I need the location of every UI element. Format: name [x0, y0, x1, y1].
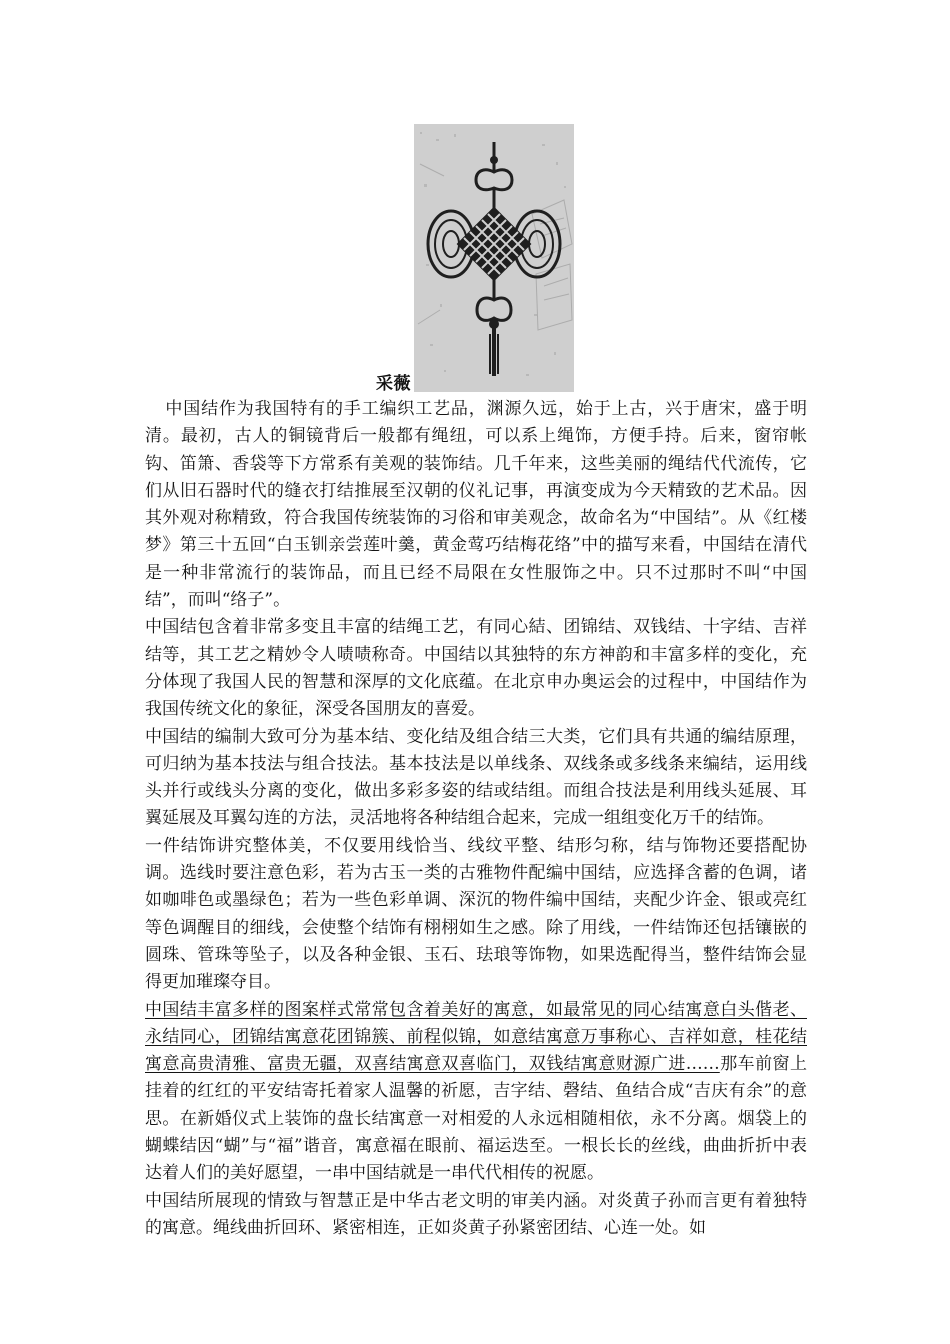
paragraph: [145, 997, 807, 1188]
underlined-text: 中国结丰富多样的图案样式常常包含着美好的寓意，如最常见的同心结寓意白头偕老、永结同心，团锦结寓意花团锦簇、前程似锦，如意结寓意万事称心、吉祥如意，桂花结寓意高贵清雅、富贵无疆，双喜结寓意双喜临门，双钱结寓意财源广进……: [145, 999, 807, 1075]
chinese-knot-illustration: [414, 124, 574, 392]
chinese-knot-image: [414, 124, 574, 392]
author-name: 采薇: [376, 374, 411, 394]
paragraph: 中国结作为我国特有的手工编织工艺品，渊源久远，始于上古，兴于唐宋，盛于明清。最初，古人的铜镜背后一般都有绳纽，可以系上绳饰，方便手持。后来，窗帘帐钩、笛箫、香袋等下方常系有美观的装饰结。几千年来，这些美丽的绳结代代流传，它们从旧石器时代的缝衣打结推展至汉朝的仪礼记事，再演变成为今天精致的艺术品。因其外观对称精致，符合我国传统装饰的习俗和审美观念，故命名为“中国结”。从《红楼梦》第三十五回“白玉钏亲尝莲叶羹，黄金莺巧结梅花络”中的描写来看，中国结在清代是一种非常流行的装饰品，而且已经不局限在女性服饰之中。只不过那时不叫“中国结”，而叫“络子”。: [145, 399, 807, 611]
paragraph: 中国结的编制大致可分为基本结、变化结及组合结三大类，它们具有共通的编结原理，可归纳为基本技法与组合技法。基本技法是以单线条、双线条或多线条来编结，运用线头并行或线头分离的变化，做出多彩多姿的结或结组。而组合技法是利用线头延展、耳翼延展及耳翼勾连的方法，灵活地将各种结组合起来，完成一组组变化万千的结饰。: [145, 726, 807, 829]
paragraph: 一件结饰讲究整体美，不仅要用线恰当、线纹平整、结形匀称，结与饰物还要搭配协调。选线时要注意色彩，若为古玉一类的古雅物件配编中国结，应选择含蓄的色调，诸如咖啡色或墨绿色；若为一些色彩单调、深沉的物件编中国结，夹配少许金、银或亮红等色调醒目的细线，会使整个结饰有栩栩如生之感。除了用线，一件结饰还包括镶嵌的圆珠、管珠等坠子，以及各种金银、玉石、珐琅等饰物，如果选配得当，整件结饰会显得更加璀璨夺目。: [145, 835, 807, 993]
paragraph-text: 那车前窗上挂着的红红的平安结寄托着家人温馨的祈愿，吉字结、磬结、鱼结合成“吉庆有余”的意思。在新婚仪式上装饰的盘长结寓意一对相爱的人永远相随相依，永不分离。烟袋上的蝴蝶结因“蝴”与“福”谐音，寓意福在眼前、福运迭至。一根长长的丝线，曲曲折折中表达着人们的美好愿望，一串中国结就是一串代代相传的祝愿。: [145, 1054, 808, 1184]
article-body: [145, 396, 807, 1242]
paragraph: 中国结所展现的情致与智慧正是中华古老文明的审美内涵。对炎黄子孙而言更有着独特的寓意。绳线曲折回环、紧密相连，正如炎黄子孙紧密团结、心连一处。如: [145, 1190, 807, 1238]
paragraph: 中国结包含着非常多变且丰富的结绳工艺，有同心結、团锦结、双钱结、十字结、吉祥结等，其工艺之精妙令人啧啧称奇。中国结以其独特的东方神韵和丰富多样的变化，充分体现了我国人民的智慧和深厚的文化底蕴。在北京申办奥运会的过程中，中国结作为我国传统文化的象征，深受各国朋友的喜爱。: [145, 617, 807, 720]
